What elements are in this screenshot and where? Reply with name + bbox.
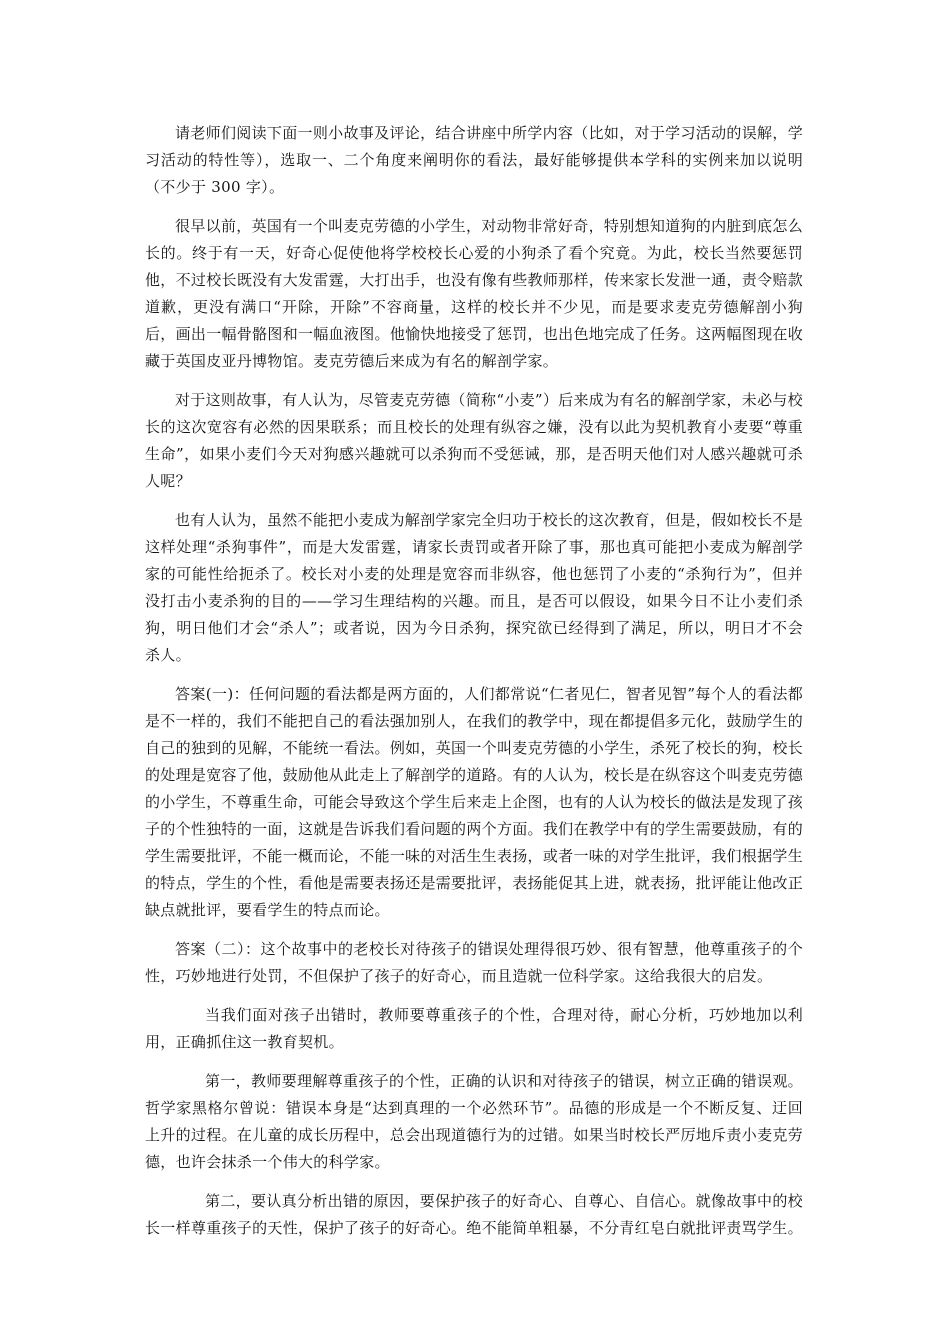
- answer-two-point-one: 第一，教师要理解尊重孩子的个性，正确的认识和对待孩子的错误，树立正确的错误观。哲学家黑格尔曾说：错误本身是“达到真理的一个必然环节”。品德的形成是一个不断反复、迂回上升的过程。在儿童的成长历程中，总会出现道德行为的过错。如果当时校长严厉地斥责小麦克劳德，也许会抹杀一个伟大的科学家。: [145, 1072, 803, 1171]
- answer-one-paragraph: 答案(一)：任何问题的看法都是两方面的，人们都常说“仁者见仁，智者见智”每个人的看法都是不一样的，我们不能把自己的看法强加别人，在我们的教学中，现在都提倡多元化，鼓励学生的自己的独到的见解，不能统一看法。例如，英国一个叫麦克劳德的小学生，杀死了校长的狗，校长的处理是宽容了他，鼓励他从此走上了解剖学的道路。有的人认为，校长是在纵容这个叫麦克劳德的小学生，不尊重生命，可能会导致这个学生后来走上企图，也有的人认为校长的做法是发现了孩子的个性独特的一面，这就是告诉我们看问题的两个方面。我们在教学中有的学生需要鼓励，有的学生需要批评，不能一概而论，不能一味的对活生生表扬，或者一味的对学生批评，我们根据学生的特点，学生的个性，看他是需要表扬还是需要批评，表扬能促其上进，就表扬，批评能让他改正缺点就批评，要看学生的特点而论。: [145, 685, 803, 919]
- story-paragraph: 很早以前，英国有一个叫麦克劳德的小学生，对动物非常好奇，特别想知道狗的内脏到底怎么长的。终于有一天，好奇心促使他将学校校长心爱的小狗杀了看个究竟。为此，校长当然要惩罚他，不过校长既没有大发雷霆，大打出手，也没有像有些教师那样，传来家长发泄一通，责令赔款道歉，更没有满口“开除，开除”不容商量，这样的校长并不少见，而是要求麦克劳德解剖小狗后，画出一幅骨骼图和一幅血液图。他愉快地接受了惩罚，也出色地完成了任务。这两幅图现在收藏于英国皮亚丹博物馆。麦克劳德后来成为有名的解剖学家。: [145, 217, 803, 370]
- opinion-paragraph-one: 对于这则故事，有人认为，尽管麦克劳德（简称“小麦”）后来成为有名的解剖学家，未必与校长的这次宽容有必然的因果联系；而且校长的处理有纵容之嫌，没有以此为契机教育小麦要“尊重生命”，如果小麦们今天对狗感兴趣就可以杀狗而不受惩诫，那，是否明天他们对人感兴趣就可杀人呢？: [145, 391, 803, 490]
- answer-two-paragraph: 答案（二）：这个故事中的老校长对待孩子的错误处理得很巧妙、很有智慧，他尊重孩子的个性，巧妙地进行处罚，不但保护了孩子的好奇心，而且造就一位科学家。这给我很大的启发。: [145, 940, 803, 985]
- document-body: [145, 120, 803, 1254]
- answer-two-point-two: 第二，要认真分析出错的原因，要保护孩子的好奇心、自尊心、自信心。就像故事中的校长一样尊重孩子的天性，保护了孩子的好奇心。绝不能简单粗暴，不分青红皂白就批评责骂学生。: [145, 1192, 803, 1237]
- assignment-instruction: 请老师们阅读下面一则小故事及评论，结合讲座中所学内容（比如，对于学习活动的误解，学习活动的特性等），选取一、二个角度来阐明你的看法，最好能够提供本学科的实例来加以说明（不少于 300 字）。: [145, 124, 803, 196]
- opinion-paragraph-two: 也有人认为，虽然不能把小麦成为解剖学家完全归功于校长的这次教育，但是，假如校长不是这样处理“杀狗事件”，而是大发雷霆，请家长责罚或者开除了事，那也真可能把小麦成为解剖学家的可能性给扼杀了。校长对小麦的处理是宽容而非纵容，他也惩罚了小麦的“杀狗行为”，但并没打击小麦杀狗的目的——学习生理结构的兴趣。而且，是否可以假设，如果今日不让小麦们杀狗，明日他们才会“杀人”；或者说，因为今日杀狗，探究欲已经得到了满足，所以，明日才不会杀人。: [145, 511, 803, 664]
- answer-two-intro: 当我们面对孩子出错时，教师要尊重孩子的个性，合理对待，耐心分析，巧妙地加以利用，正确抓住这一教育契机。: [145, 1006, 803, 1051]
